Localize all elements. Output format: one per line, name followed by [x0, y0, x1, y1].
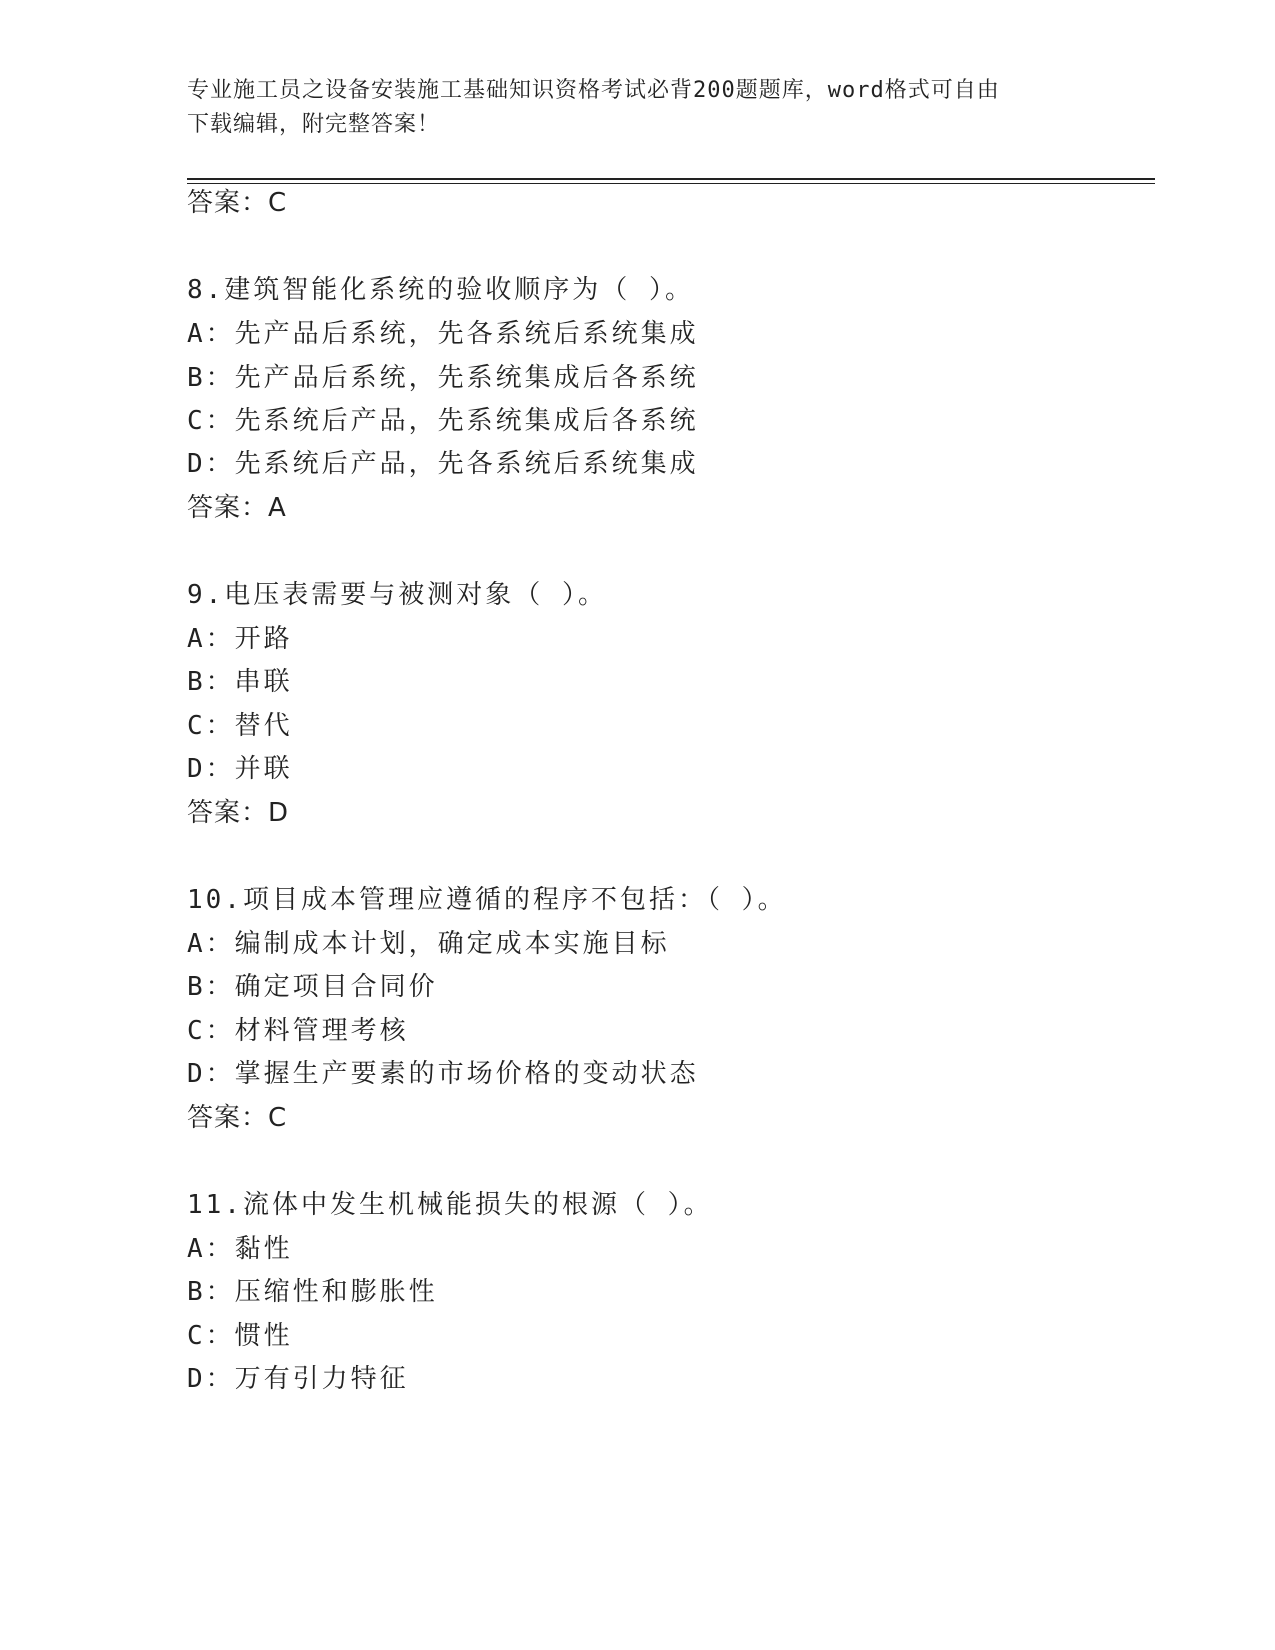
question-11-option-c: C：惯性: [187, 1321, 293, 1351]
question-10-option-d: D：掌握生产要素的市场价格的变动状态: [187, 1059, 699, 1089]
header-divider-thick: [187, 178, 1155, 180]
question-10-option-c: C：材料管理考核: [187, 1016, 409, 1046]
question-9-stem: 9.电压表需要与被测对象（ ）。: [187, 580, 607, 610]
question-8-option-b: B：先产品后系统，先系统集成后各系统: [187, 363, 699, 393]
question-8-option-c: C：先系统后产品，先系统集成后各系统: [187, 406, 699, 436]
question-8-option-d: D：先系统后产品，先各系统后系统集成: [187, 449, 699, 479]
question-9-option-d: D：并联: [187, 754, 293, 784]
header-line-2: 下载编辑，附完整答案！: [187, 112, 441, 137]
question-10-answer: 答案：C: [187, 1103, 288, 1133]
question-9-answer: 答案：D: [187, 798, 290, 828]
question-8-stem: 8.建筑智能化系统的验收顺序为（ ）。: [187, 275, 694, 305]
previous-answer: 答案：C: [187, 188, 288, 218]
question-11-option-b: B：压缩性和膨胀性: [187, 1277, 438, 1307]
question-9-option-a: A：开路: [187, 624, 293, 654]
header-line-1: 专业施工员之设备安装施工基础知识资格考试必背200题题库，word格式可自由: [187, 78, 1000, 103]
question-9-option-c: C：替代: [187, 711, 293, 741]
question-9-option-b: B：串联: [187, 667, 293, 697]
question-8-option-a: A：先产品后系统，先各系统后系统集成: [187, 319, 699, 349]
question-10-option-a: A：编制成本计划，确定成本实施目标: [187, 929, 670, 959]
document-header: [187, 74, 1067, 142]
question-8-answer: 答案：A: [187, 493, 287, 523]
question-10-stem: 10.项目成本管理应遵循的程序不包括：（ ）。: [187, 885, 787, 915]
question-11-stem: 11.流体中发生机械能损失的根源（ ）。: [187, 1190, 713, 1220]
question-11-option-d: D：万有引力特征: [187, 1364, 409, 1394]
question-10-option-b: B：确定项目合同价: [187, 972, 438, 1002]
header-divider-thin: [187, 183, 1155, 184]
question-11-option-a: A：黏性: [187, 1234, 293, 1264]
